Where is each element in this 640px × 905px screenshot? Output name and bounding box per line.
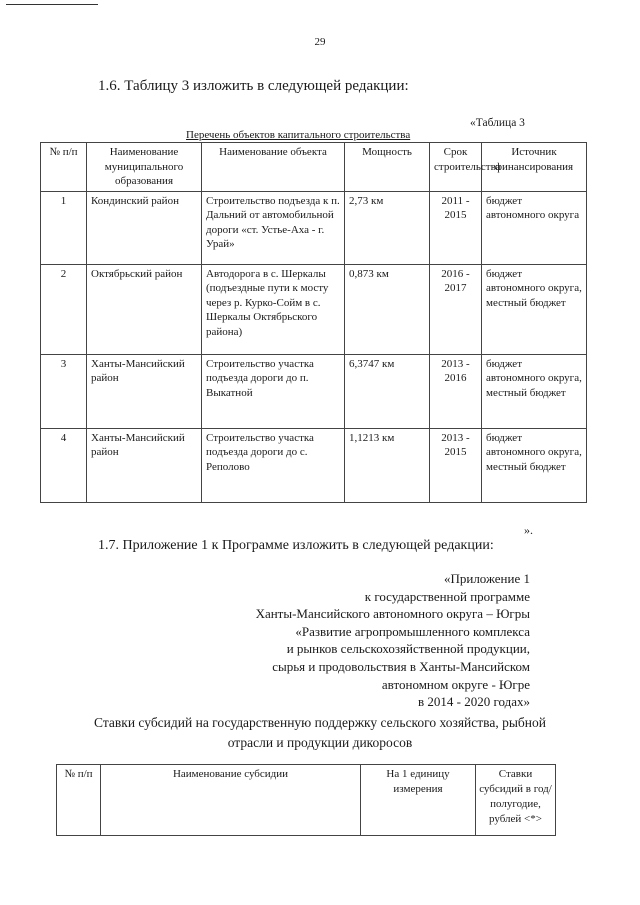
header-num: № п/п bbox=[57, 765, 101, 836]
table-3-caption: Перечень объектов капитального строительства bbox=[186, 129, 411, 141]
cell-num: 4 bbox=[41, 428, 87, 502]
appendix-line: автономном округе - Югре bbox=[381, 676, 530, 692]
section-heading-1-7: 1.7. Приложение 1 к Программе изложить в следующей редакции: bbox=[98, 538, 494, 553]
cell-term: 2013 - 2016 bbox=[430, 354, 482, 428]
header-capacity: Мощность bbox=[345, 143, 430, 192]
cell-municipality: Ханты-Мансийский район bbox=[87, 354, 202, 428]
cell-capacity: 6,3747 км bbox=[345, 354, 430, 428]
appendix-line: Ханты-Мансийского автономного округа – Югры bbox=[255, 606, 530, 622]
top-rule bbox=[6, 4, 98, 5]
cell-source: бюджет автономного округа, местный бюджет bbox=[482, 264, 587, 354]
appendix-line: и рынков сельскохозяйственной продукции, bbox=[286, 641, 530, 657]
table-header-row bbox=[41, 143, 587, 192]
cell-capacity: 0,873 км bbox=[345, 264, 430, 354]
cell-object: Строительство подъезда к п. Дальний от автомобильной дороги «ст. Устье-Аха - г. Урай» bbox=[202, 191, 345, 264]
table-header-row bbox=[57, 765, 556, 836]
header-source: Источник финансирования bbox=[482, 143, 587, 192]
appendix-line: «Развитие агропромышленного комплекса bbox=[295, 623, 530, 639]
cell-source: бюджет автономного округа, местный бюджет bbox=[482, 354, 587, 428]
table-row bbox=[41, 264, 587, 354]
cell-source: бюджет автономного округа, местный бюджет bbox=[482, 428, 587, 502]
table-row bbox=[41, 354, 587, 428]
cell-municipality: Октябрьский район bbox=[87, 264, 202, 354]
cell-capacity: 2,73 км bbox=[345, 191, 430, 264]
header-municipality: Наименование муниципального образования bbox=[87, 143, 202, 192]
cell-term: 2013 - 2015 bbox=[430, 428, 482, 502]
table-3-closing: ». bbox=[524, 523, 533, 537]
cell-term: 2011 - 2015 bbox=[430, 191, 482, 264]
appendix-line: к государственной программе bbox=[364, 588, 530, 604]
subsidy-table bbox=[56, 764, 556, 836]
header-unit: На 1 единицу измерения bbox=[361, 765, 476, 836]
cell-municipality: Кондинский район bbox=[87, 191, 202, 264]
table-3-note: «Таблица 3 bbox=[470, 117, 525, 129]
cell-num: 2 bbox=[41, 264, 87, 354]
appendix-line: в 2014 - 2020 годах» bbox=[418, 694, 530, 710]
header-rates: Ставки субсидий в год/полугодие, рублей <*> bbox=[476, 765, 556, 836]
header-term: Срок строительства bbox=[430, 143, 482, 192]
cell-source: бюджет автономного округа bbox=[482, 191, 587, 264]
page-number: 29 bbox=[314, 36, 326, 48]
appendix-line: «Приложение 1 bbox=[443, 571, 530, 586]
table-row bbox=[41, 428, 587, 502]
section-heading-1-6: 1.6. Таблицу 3 изложить в следующей редакции: bbox=[98, 78, 409, 94]
cell-term: 2016 - 2017 bbox=[430, 264, 482, 354]
appendix-line: сырья и продовольствия в Ханты-Мансийском bbox=[272, 658, 530, 674]
cell-object: Строительство участка подъезда дороги до с. Реполово bbox=[202, 428, 345, 502]
header-num: № п/п bbox=[41, 143, 87, 192]
subsidy-title bbox=[40, 713, 600, 753]
cell-object: Автодорога в с. Шеркалы (подъездные пути к мосту через р. Курко-Сойм в с. Шеркалы Октябрьского района) bbox=[202, 264, 345, 354]
cell-num: 1 bbox=[41, 191, 87, 264]
subsidy-title-line: Ставки субсидий на государственную поддержку сельского хозяйства, рыбной bbox=[94, 715, 546, 730]
cell-object: Строительство участка подъезда дороги до п. Выкатной bbox=[202, 354, 345, 428]
table-row bbox=[41, 191, 587, 264]
cell-municipality: Ханты-Мансийский район bbox=[87, 428, 202, 502]
subsidy-title-line: отрасли и продукции дикоросов bbox=[227, 735, 413, 750]
cell-capacity: 1,1213 км bbox=[345, 428, 430, 502]
cell-num: 3 bbox=[41, 354, 87, 428]
table-3 bbox=[40, 142, 587, 503]
header-subsidy-name: Наименование субсидии bbox=[101, 765, 361, 836]
appendix-header bbox=[200, 570, 530, 711]
header-object: Наименование объекта bbox=[202, 143, 345, 192]
